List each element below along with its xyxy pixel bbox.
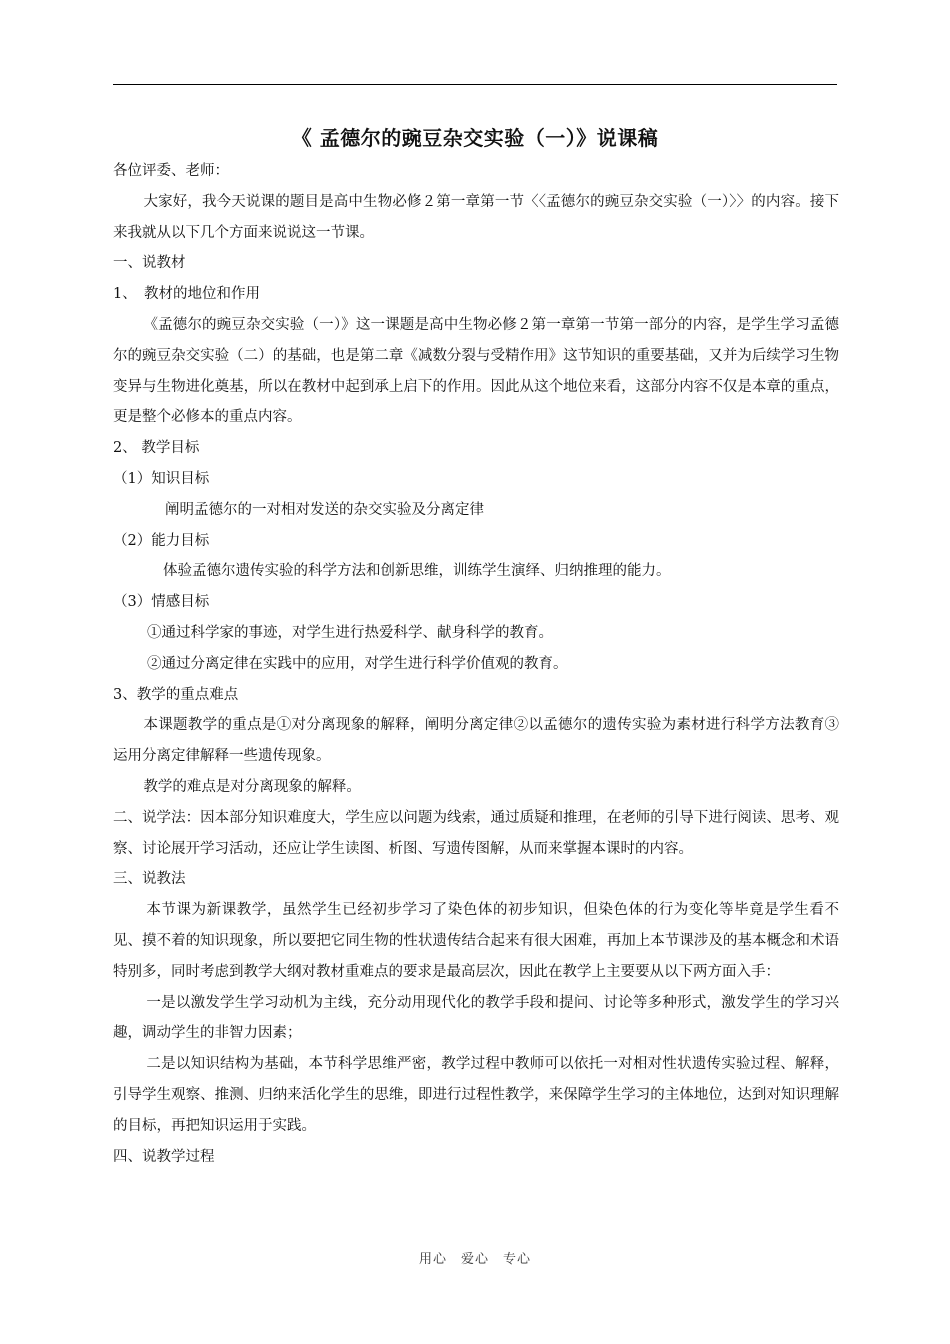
textbook-position-paragraph: 《孟德尔的豌豆杂交实验（一）》这一课题是高中生物必修２第一章第一节第一部分的内容，是学生学习孟德尔的豌豆杂交实验（二）的基础，也是第二章《减数分裂与受精作用》这节知识的重要基础，又并为后续学习生物变异与生物进化奠基，所以在教材中起到承上启下的作用。因此从这个地位来看，这部分内容不仅是本章的重点，更是整个必修本的重点内容。 [113,316,839,426]
teaching-approach-1: 一是以激发学生学习动机为主线，充分动用现代化的教学手段和提问、讨论等多种形式，激发学生的学习兴趣，调动学生的非智力因素； [113,994,839,1042]
goal-heading-knowledge: （1）知识目标 [113,470,210,487]
section-heading-3: 三、说教法 [113,871,186,888]
page-footer: 用心 爱心 专心 [418,1252,531,1267]
document-body [113,156,839,1172]
goal-heading-emotion: （3）情感目标 [113,594,210,611]
goal-heading-ability: （2）能力目标 [113,532,210,549]
goal-emotion-item-1: ①通过科学家的事迹，对学生进行热爱科学、献身科学的教育。 [147,624,553,641]
subheading-1-2: 2、 教学目标 [113,440,200,457]
subheading-1-3: 3、教学的重点难点 [113,686,239,703]
teaching-approach-2: 二是以知识结构为基础，本节科学思维严密，教学过程中教师可以依托一对相对性状遗传实验过程、解释，引导学生观察、推测、归纳来活化学生的思维，即进行过程性教学，来保障学生学习的主体地位，达到对知识理解的目标，再把知识运用于实践。 [113,1056,839,1134]
goal-knowledge-text: 阐明孟德尔的一对相对发送的杂交实验及分离定律 [165,501,484,518]
salutation: 各位评委、老师： [113,163,229,179]
learning-method-paragraph: 二、说学法：因本部分知识难度大，学生应以问题为线索，通过质疑和推理，在老师的引导下进行阅读、思考、观察、讨论展开学习活动，还应让学生读图、析图、写遗传图解，从而来掌握本课时的内容。 [113,809,839,857]
document-title: 《 孟德尔的豌豆杂交实验（一）》说课稿 [291,126,659,150]
teaching-method-paragraph: 本节课为新课教学，虽然学生已经初步学习了染色体的初步知识，但染色体的行为变化等毕竟是学生看不见、摸不着的知识现象，所以要把它同生物的性状遗传结合起来有很大困难，再加上本节课涉及的基本概念和术语特别多，同时考虑到教学大纲对教材重难点的要求是最高层次，因此在教学上主要要从以下两方面入手： [113,902,839,980]
goal-ability-text: 体验孟德尔遗传实验的科学方法和创新思维，训练学生演绎、归纳推理的能力。 [163,563,671,580]
header-rule [113,84,837,85]
section-heading-1: 一、说教材 [113,255,186,272]
section-heading-4: 四、说教学过程 [113,1148,215,1165]
intro-paragraph: 大家好，我今天说课的题目是高中生物必修２第一章第一节〈〈孟德尔的豌豆杂交实验（一）〉〉的内容。接下来我就从以下几个方面来说说这一节课。 [113,193,839,241]
difficult-points-paragraph: 教学的难点是对分离现象的解释。 [143,778,361,795]
key-points-paragraph: 本课题教学的重点是①对分离现象的解释，阐明分离定律②以孟德尔的遗传实验为素材进行科学方法教育③运用分离定律解释一些遗传现象。 [113,717,839,765]
goal-emotion-item-2: ②通过分离定律在实践中的应用，对学生进行科学价值观的教育。 [147,655,568,672]
subheading-1-1: 1、 教材的地位和作用 [113,286,260,303]
